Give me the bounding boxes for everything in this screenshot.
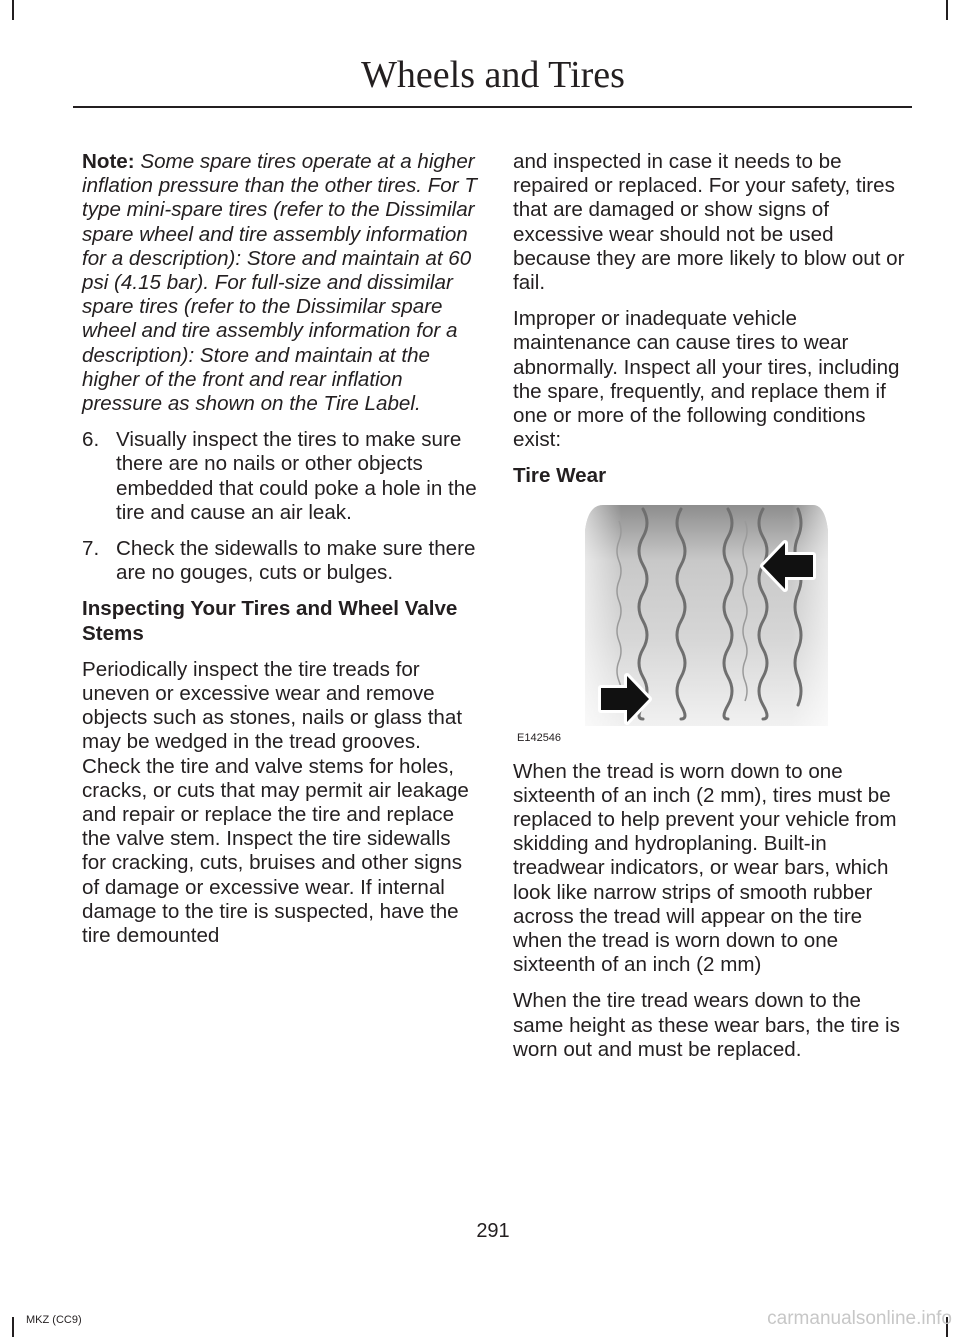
crop-mark-top-left bbox=[12, 0, 14, 20]
continued-paragraph: and inspected in case it needs to be repaired or replaced. For your safety, tires that are damaged or show signs of excessive wear should not be used because they are more likely to blow out or fail. bbox=[513, 150, 905, 295]
right-column bbox=[513, 150, 909, 1074]
section-heading-tire-wear: Tire Wear bbox=[513, 464, 607, 488]
step-7 bbox=[82, 537, 478, 585]
step-text: Check the sidewalls to make sure there are no gouges, cuts or bulges. bbox=[116, 537, 476, 585]
footer-model: MKZ (CC9) bbox=[26, 1314, 82, 1326]
page-title: Wheels and Tires bbox=[361, 54, 625, 96]
tire-tread-illustration bbox=[513, 501, 909, 746]
tire-wear-figure bbox=[513, 501, 909, 746]
maintenance-paragraph: Improper or inadequate vehicle maintenance can cause tires to wear abnormally. Inspect all your tires, including the spare, frequently, and replace them if one or more of the following conditions exist: bbox=[513, 307, 900, 452]
tread-depth-paragraph: When the tread is worn down to one sixteenth of an inch (2 mm), tires must be replaced to help prevent your vehicle from skidding and hydroplaning. Built-in treadwear indicators, or wear bars, which look like narrow strips of smooth rubber across the tread will appear on the tire when the tread is worn down to one sixteenth of an inch (2 mm) bbox=[513, 759, 897, 977]
figure-code: E142546 bbox=[517, 731, 562, 744]
note-label: Note: bbox=[82, 150, 135, 173]
wear-bars-paragraph: When the tire tread wears down to the same height as these wear bars, the tire is worn out and must be replaced. bbox=[513, 989, 900, 1061]
crop-mark-top-right bbox=[946, 0, 948, 20]
crop-mark-bottom-left bbox=[12, 1317, 14, 1337]
section-heading-inspecting: Inspecting Your Tires and Wheel Valve Stems bbox=[82, 597, 458, 645]
header-divider bbox=[73, 106, 912, 108]
step-number: 7. bbox=[82, 537, 100, 561]
step-text: Visually inspect the tires to make sure there are no nails or other objects embedded that could poke a hole in the tire and cause an air leak. bbox=[116, 428, 477, 524]
step-number: 6. bbox=[82, 428, 100, 452]
note-paragraph bbox=[82, 150, 478, 416]
step-6 bbox=[82, 428, 478, 525]
page-number: 291 bbox=[476, 1220, 510, 1242]
left-column bbox=[82, 150, 478, 960]
watermark: carmanualsonline.info bbox=[767, 1308, 952, 1329]
inspecting-paragraph: Periodically inspect the tire treads for uneven or excessive wear and remove objects such as stones, nails or glass that may be wedged in the tread grooves. Check the tire and valve stems for holes, cracks, or cuts that may permit air leakage and repair or replace the tire and replace the valve stem. Inspect the tire sidewalls for cracking, cuts, bruises and other signs of damage or excessive wear. If internal damage to the tire is suspected, have the tire demounted bbox=[82, 657, 469, 948]
note-text: Some spare tires operate at a higher inflation pressure than the other tires. For T type mini-spare tires (refer to the Dissimilar spare wheel and tire assembly information for a description): Store and maintain at 60 psi (4.15 bar). For full-size and dissimilar spare tires (refer to the Dissimilar spare wheel and tire assembly information for a description): Store and maintain at the higher of the front and rear inflation pressure as shown on the Tire Label. bbox=[82, 150, 477, 416]
